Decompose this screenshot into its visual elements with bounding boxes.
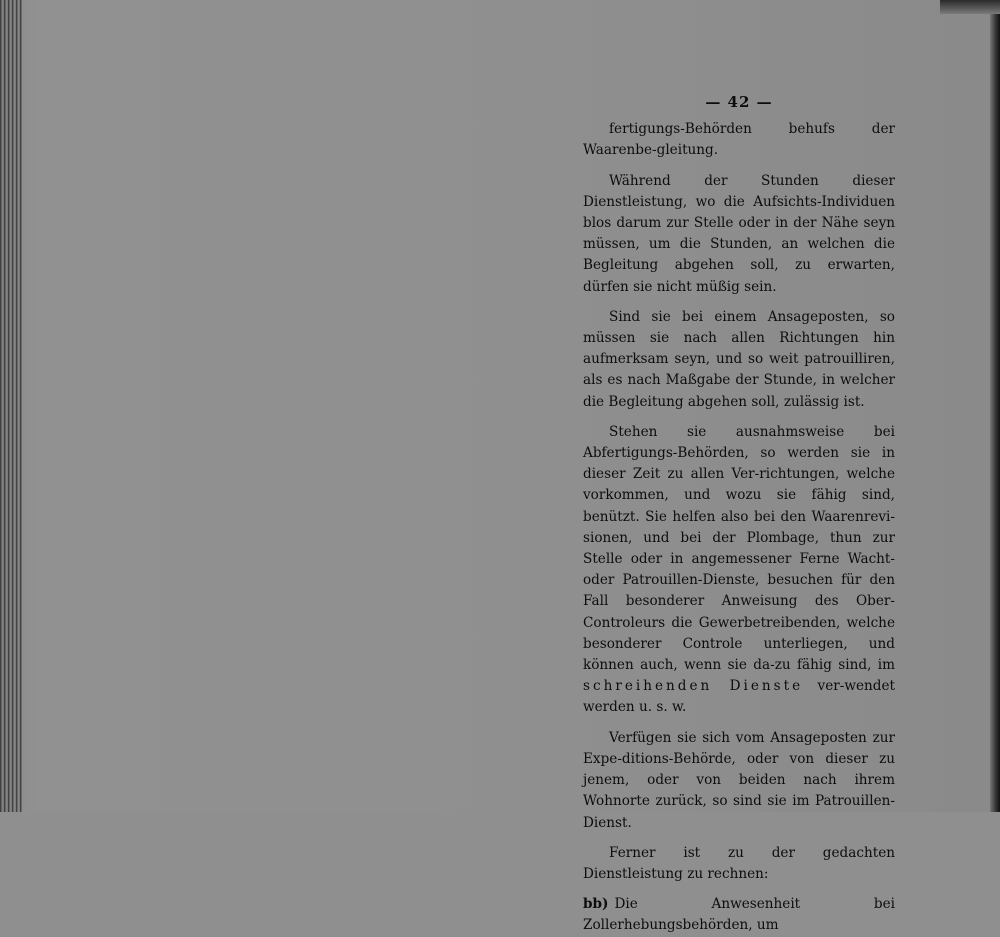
left-page-edge — [0, 0, 22, 812]
paragraph-4-spaced-text: schreihenden Dienste — [583, 678, 804, 695]
paragraph-2: Während der Stunden dieser Dienstleistung, wo die Aufsichts-Individuen blos darum zur Stelle oder in der Nähe seyn müssen, um die Stunden, an welchen die Begleitung abgehen soll, zu erwarten, dürfen sie nicht müßig sein. — [583, 172, 895, 295]
paragraph-1: fertigungs-Behörden behufs der Waarenbe-gleitung. — [583, 121, 895, 159]
right-page-edge — [990, 0, 1000, 812]
paragraph-4-text-a: Stehen sie ausnahmsweise bei Abfertigungs-Behörden, so werden sie in dieser Zeit zu allen Ver-richtungen, welche vorkommen, und wozu sie fähig sind, benützt. Sie helfen also bei den Waarenrevi-sionen, und bei der Plombage, thun zur Stelle oder in angemessener Ferne Wacht- oder Patrouillen-Dienste, besuchen für den Fall besonderer Anweisung des Ober-Controleurs die Gewerbetreibenden, welche besonderer Controle unterliegen, und können auch, wenn sie da-zu fähig sind, im — [583, 423, 895, 674]
paragraph-5: Verfügen sie sich vom Ansageposten zur Expe-ditions-Behörde, oder von dieser zu jenem, oder von beiden nach ihrem Wohnorte zurück, so sind sie im Patrouillen-Dienst. — [583, 729, 895, 831]
list-item-bb — [583, 894, 895, 936]
list-item-text: Die Anwesenheit bei Zollerhebungsbehörden, um — [583, 896, 895, 934]
paragraph-4 — [583, 422, 895, 719]
paragraph-3: Sind sie bei einem Ansageposten, so müssen sie nach allen Richtungen hin aufmerksam seyn, und so weit patrouilliren, als es nach Maßgabe der Stunde, in welcher die Begleitung abgehen soll, zulässig ist. — [583, 308, 895, 410]
list-item-label: bb) — [583, 896, 609, 913]
right-page-text — [583, 92, 895, 937]
page-number: — 42 — — [705, 93, 773, 111]
page-corner-shadow — [940, 0, 1000, 14]
paragraph-4-text-b: ver-wendet werden u. s. w. — [583, 678, 895, 716]
paragraph-6: Ferner ist zu der gedachten Dienstleistung zu rechnen: — [583, 844, 895, 882]
